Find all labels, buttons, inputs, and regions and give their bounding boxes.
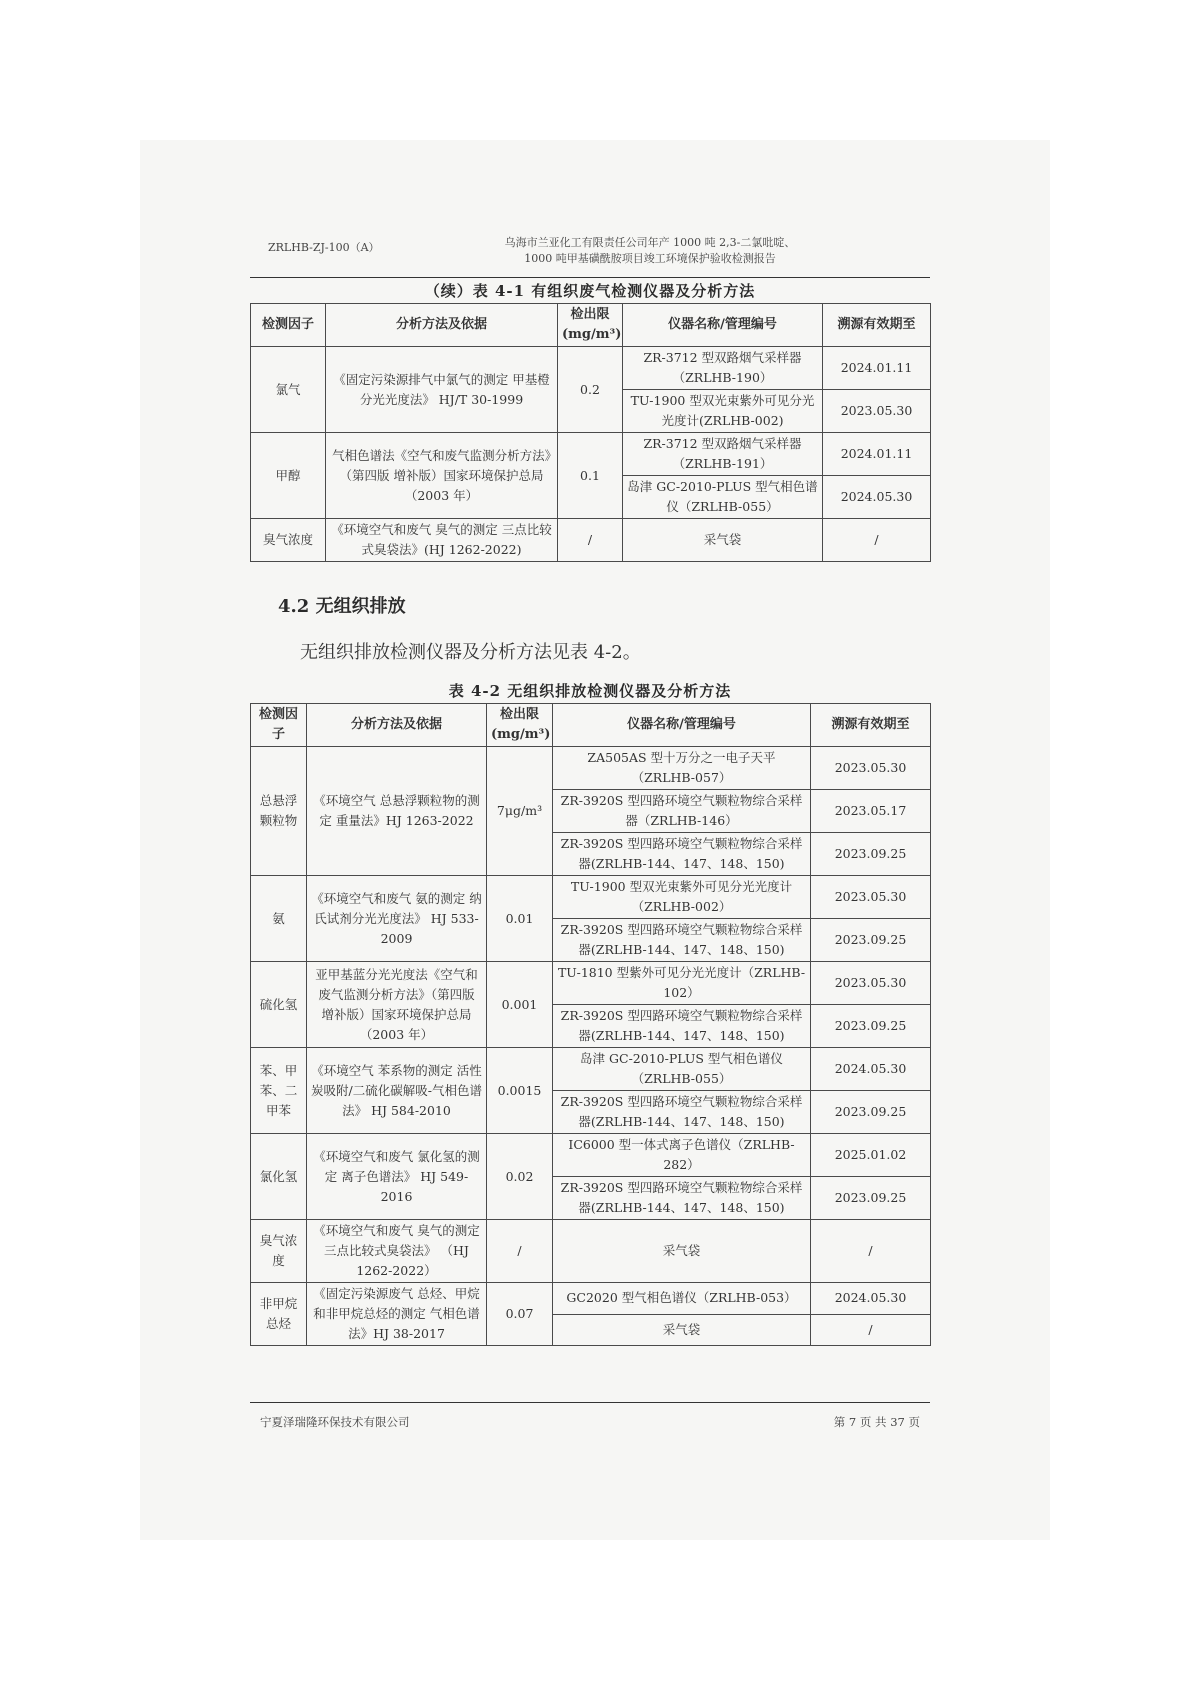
limit-cell: 0.0015 [487, 1048, 553, 1134]
table-row [251, 1134, 931, 1177]
validity-date-cell: 2023.05.30 [811, 747, 931, 790]
report-title-line1: 乌海市兰亚化工有限责任公司年产 1000 吨 2,3-二氯吡啶、 [504, 236, 796, 249]
limit-cell: 0.1 [558, 433, 623, 519]
instrument-cell: TU-1900 型双光束紫外可见分光光度计（ZRLHB-002） [553, 876, 811, 919]
table-row [251, 433, 931, 476]
limit-cell: / [487, 1220, 553, 1283]
table1-caption: （续）表 4-1 有组织废气检测仪器及分析方法 [424, 282, 756, 300]
instrument-cell: 岛津 GC-2010-PLUS 型气相色谱仪（ZRLHB-055） [553, 1048, 811, 1091]
header-rule [250, 277, 930, 278]
validity-date-cell: 2024.05.30 [811, 1048, 931, 1091]
instrument-cell: ZA505AS 型十万分之一电子天平（ZRLHB-057） [553, 747, 811, 790]
limit-cell: 0.001 [487, 962, 553, 1048]
validity-date-cell: 2023.05.30 [823, 390, 931, 433]
column-header: 溯源有效期至 [823, 304, 931, 347]
instrument-cell: TU-1810 型紫外可见分光光度计（ZRLHB-102） [553, 962, 811, 1005]
instrument-cell: 岛津 GC-2010-PLUS 型气相色谱仪（ZRLHB-055） [623, 476, 823, 519]
factor-cell: 甲醇 [251, 433, 326, 519]
factor-cell: 苯、甲苯、二甲苯 [251, 1048, 307, 1134]
instrument-cell: ZR-3920S 型四路环境空气颗粒物综合采样器(ZRLHB-144、147、148、150) [553, 1091, 811, 1134]
factor-cell: 总悬浮颗粒物 [251, 747, 307, 876]
factor-cell: 臭气浓度 [251, 1220, 307, 1283]
factor-cell: 臭气浓度 [251, 519, 326, 562]
instrument-cell: IC6000 型一体式离子色谱仪（ZRLHB-282） [553, 1134, 811, 1177]
table-row [251, 962, 931, 1005]
validity-date-cell: 2023.09.25 [811, 833, 931, 876]
validity-date-cell: 2023.09.25 [811, 919, 931, 962]
validity-date-cell: / [811, 1314, 931, 1346]
limit-cell: 0.01 [487, 876, 553, 962]
limit-cell: / [558, 519, 623, 562]
instrument-cell: ZR-3712 型双路烟气采样器（ZRLHB-190） [623, 347, 823, 390]
table-row [251, 747, 931, 790]
method-cell: 《环境空气和废气 臭气的测定 三点比较式臭袋法》(HJ 1262-2022) [326, 519, 558, 562]
footer-rule [250, 1402, 930, 1403]
validity-date-cell: / [811, 1220, 931, 1283]
table-row [251, 876, 931, 919]
limit-cell: 0.02 [487, 1134, 553, 1220]
instrument-cell: 采气袋 [553, 1220, 811, 1283]
table2-header-row [251, 704, 931, 747]
table-row [251, 347, 931, 390]
method-cell: 《固定污染源废气 总烃、甲烷和非甲烷总烃的测定 气相色谱法》HJ 38-2017 [307, 1283, 487, 1346]
factor-cell: 氨 [251, 876, 307, 962]
validity-date-cell: 2024.05.30 [823, 476, 931, 519]
column-header: 仪器名称/管理编号 [553, 704, 811, 747]
method-cell: 《环境空气 苯系物的测定 活性炭吸附/二硫化碳解吸-气相色谱法》 HJ 584-2010 [307, 1048, 487, 1134]
validity-date-cell: 2023.05.17 [811, 790, 931, 833]
section-heading: 4.2 无组织排放 [278, 596, 406, 617]
validity-date-cell: / [823, 519, 931, 562]
page-header [250, 235, 930, 275]
instrument-cell: ZR-3920S 型四路环境空气颗粒物综合采样器(ZRLHB-144、147、148、150) [553, 919, 811, 962]
column-header: 检测因子 [251, 304, 326, 347]
instrument-cell: ZR-3920S 型四路环境空气颗粒物综合采样器(ZRLHB-144、147、148、150) [553, 833, 811, 876]
limit-cell: 7μg/m³ [487, 747, 553, 876]
instrument-cell: ZR-3920S 型四路环境空气颗粒物综合采样器（ZRLHB-146） [553, 790, 811, 833]
report-code: ZRLHB-ZJ-100（A） [268, 241, 380, 254]
report-title-line2: 1000 吨甲基磺酰胺项目竣工环境保护验收检测报告 [524, 252, 776, 265]
instrument-cell: TU-1900 型双光束紫外可见分光光度计(ZRLHB-002) [623, 390, 823, 433]
table-row [251, 1283, 931, 1315]
factor-cell: 硫化氢 [251, 962, 307, 1048]
column-header: 分析方法及依据 [326, 304, 558, 347]
validity-date-cell: 2023.09.25 [811, 1005, 931, 1048]
method-cell: 亚甲基蓝分光光度法《空气和废气监测分析方法》（第四版 增补版）国家环境保护总局（2003 年） [307, 962, 487, 1048]
validity-date-cell: 2023.05.30 [811, 876, 931, 919]
column-header: 检出限(mg/m³) [558, 304, 623, 347]
table1-header-row [251, 304, 931, 347]
limit-cell: 0.07 [487, 1283, 553, 1346]
column-header: 检测因子 [251, 704, 307, 747]
method-cell: 《固定污染源排气中氯气的测定 甲基橙分光光度法》 HJ/T 30-1999 [326, 347, 558, 433]
table-unorganized-emissions [250, 703, 931, 1346]
table-row [251, 1220, 931, 1283]
validity-date-cell: 2024.05.30 [811, 1283, 931, 1315]
factor-cell: 氯气 [251, 347, 326, 433]
factor-cell: 氯化氢 [251, 1134, 307, 1220]
table-row [251, 519, 931, 562]
report-title [450, 235, 850, 267]
table2-caption: 表 4-2 无组织排放检测仪器及分析方法 [448, 682, 732, 700]
instrument-cell: ZR-3920S 型四路环境空气颗粒物综合采样器(ZRLHB-144、147、148、150) [553, 1177, 811, 1220]
instrument-cell: 采气袋 [553, 1314, 811, 1346]
column-header: 分析方法及依据 [307, 704, 487, 747]
column-header: 溯源有效期至 [811, 704, 931, 747]
table-organized-emissions [250, 303, 931, 562]
section-paragraph: 无组织排放检测仪器及分析方法见表 4-2。 [300, 642, 641, 663]
validity-date-cell: 2024.01.11 [823, 433, 931, 476]
validity-date-cell: 2024.01.11 [823, 347, 931, 390]
footer-company: 宁夏泽瑞隆环保技术有限公司 [260, 1415, 410, 1429]
validity-date-cell: 2023.09.25 [811, 1091, 931, 1134]
instrument-cell: ZR-3712 型双路烟气采样器（ZRLHB-191） [623, 433, 823, 476]
table-row [251, 1048, 931, 1091]
column-header: 检出限(mg/m³) [487, 704, 553, 747]
limit-cell: 0.2 [558, 347, 623, 433]
method-cell: 《环境空气和废气 氯化氢的测定 离子色谱法》 HJ 549-2016 [307, 1134, 487, 1220]
page-number: 第 7 页 共 37 页 [833, 1415, 920, 1429]
method-cell: 《环境空气 总悬浮颗粒物的测定 重量法》HJ 1263-2022 [307, 747, 487, 876]
factor-cell: 非甲烷总烃 [251, 1283, 307, 1346]
validity-date-cell: 2025.01.02 [811, 1134, 931, 1177]
validity-date-cell: 2023.05.30 [811, 962, 931, 1005]
instrument-cell: 采气袋 [623, 519, 823, 562]
method-cell: 《环境空气和废气 氨的测定 纳氏试剂分光光度法》 HJ 533-2009 [307, 876, 487, 962]
instrument-cell: GC2020 型气相色谱仪（ZRLHB-053） [553, 1283, 811, 1315]
method-cell: 气相色谱法《空气和废气监测分析方法》（第四版 增补版）国家环境保护总局 （2003 年） [326, 433, 558, 519]
method-cell: 《环境空气和废气 臭气的测定 三点比较式臭袋法》 （HJ 1262-2022） [307, 1220, 487, 1283]
validity-date-cell: 2023.09.25 [811, 1177, 931, 1220]
column-header: 仪器名称/管理编号 [623, 304, 823, 347]
instrument-cell: ZR-3920S 型四路环境空气颗粒物综合采样器(ZRLHB-144、147、148、150) [553, 1005, 811, 1048]
